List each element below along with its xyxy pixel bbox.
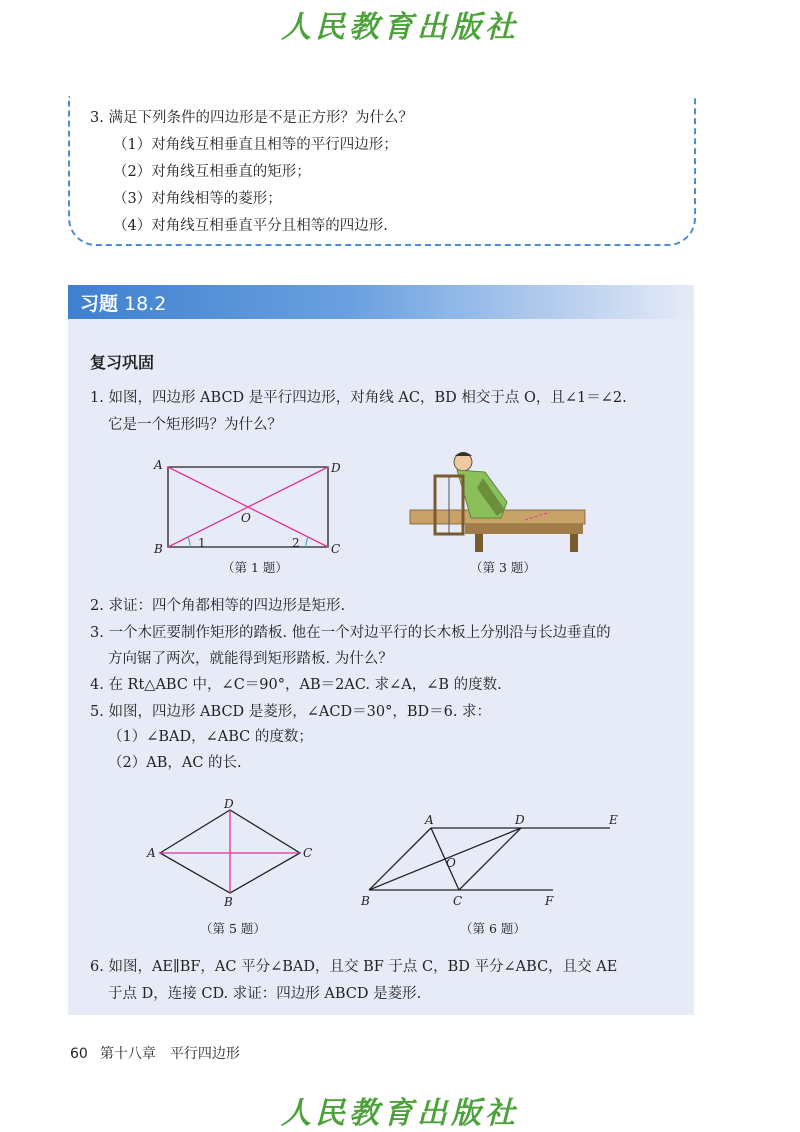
- fig6-label-d: D: [515, 813, 525, 827]
- fig1-label-a: A: [154, 458, 163, 472]
- figure-5-caption: （第 5 题）: [200, 921, 266, 936]
- fig3-bench-leg-left: [475, 534, 483, 552]
- fig6-label-e: E: [609, 813, 618, 827]
- problem-1-line-2: 它是一个矩形吗？为什么？: [108, 417, 282, 433]
- figure-5-rhombus: [140, 798, 320, 908]
- page-number: 60: [70, 1046, 88, 1062]
- fig1-label-b: B: [154, 542, 163, 556]
- box-question-3: 3. 满足下列条件的四边形是不是正方形？为什么？: [90, 110, 413, 126]
- fig5-label-d: D: [224, 798, 234, 811]
- problem-1-line-1: 1. 如图，四边形 ABCD 是平行四边形，对角线 AC，BD 相交于点 O，且∠1＝∠2.: [90, 390, 627, 406]
- fig6-label-f: F: [545, 894, 554, 908]
- exercise-label: 习题: [80, 293, 119, 315]
- fig3-bench-leg-right: [570, 534, 578, 552]
- box-item-1: （1）对角线互相垂直且相等的平行四边形；: [113, 137, 398, 153]
- problem-5: 5. 如图，四边形 ABCD 是菱形，∠ACD＝30°，BD＝6. 求：: [90, 704, 492, 720]
- exercise-title: [80, 289, 166, 316]
- fig3-bench-top: [465, 524, 583, 534]
- fig6-label-b: B: [361, 894, 370, 908]
- fig6-label-c: C: [453, 894, 463, 908]
- fig6-label-o: O: [446, 856, 456, 870]
- problem-2: 2. 求证：四个角都相等的四边形是矩形.: [90, 598, 346, 614]
- problem-6-line-1: 6. 如图，AE∥BF，AC 平分∠BAD，且交 BF 于点 C，BD 平分∠ABC，且交 AE: [90, 959, 618, 975]
- box-item-4: （4）对角线互相垂直平分且相等的四边形.: [113, 218, 388, 234]
- exercise-header: [68, 285, 694, 319]
- exercise-number: 18.2: [124, 293, 167, 315]
- box-item-3: （3）对角线相等的菱形；: [113, 191, 282, 207]
- problem-3-line-1: 3. 一个木匠要制作矩形的踏板. 他在一个对边平行的长木板上分别沿与长边垂直的: [90, 625, 611, 641]
- problem-6-line-2: 于点 D，连接 CD. 求证：四边形 ABCD 是菱形.: [108, 986, 422, 1002]
- figure-6-parallel-lines: [355, 812, 630, 912]
- box-item-2: （2）对角线互相垂直的矩形；: [113, 164, 311, 180]
- fig5-label-a: A: [147, 846, 156, 860]
- figure-1-rectangle: [150, 455, 350, 560]
- fig1-label-c: C: [331, 542, 341, 556]
- fig3-carpenter-hair: [455, 452, 472, 456]
- publisher-logo-bottom: 人民教育出版社: [281, 1096, 519, 1131]
- chapter-title: 第十八章 平行四边形: [99, 1046, 240, 1062]
- fig6-segment-cd: [459, 828, 521, 890]
- publisher-logo-top: 人民教育出版社: [281, 10, 519, 45]
- fig5-label-c: C: [303, 846, 313, 860]
- figure-6-caption: （第 6 题）: [460, 921, 526, 936]
- figure-3-carpenter-illustration: [405, 448, 590, 553]
- fig1-label-o: O: [241, 511, 251, 525]
- fig1-label-angle-1: 1: [198, 536, 206, 550]
- fig1-label-angle-2: 2: [292, 536, 300, 550]
- fig1-angle-2-arc: [306, 537, 308, 547]
- problem-3-line-2: 方向锯了两次，就能得到矩形踏板. 为什么？: [108, 651, 393, 667]
- section-title: 复习巩固: [90, 353, 155, 372]
- fig6-segment-ab: [369, 828, 431, 890]
- fig1-label-d: D: [331, 461, 341, 475]
- fig6-segment-bd: [369, 828, 521, 890]
- page-footer: [70, 1043, 240, 1063]
- problem-5-part-1: （1）∠BAD，∠ABC 的度数；: [108, 729, 313, 745]
- fig1-angle-1-arc: [188, 537, 190, 547]
- fig6-label-a: A: [425, 813, 434, 827]
- problem-4: 4. 在 Rt△ABC 中，∠C＝90°，AB＝2AC. 求∠A，∠B 的度数.: [90, 677, 502, 693]
- figure-3-caption: （第 3 题）: [470, 560, 536, 575]
- fig5-label-b: B: [224, 895, 233, 908]
- figure-1-caption: （第 1 题）: [222, 560, 288, 575]
- problem-5-part-2: （2）AB，AC 的长.: [108, 755, 242, 771]
